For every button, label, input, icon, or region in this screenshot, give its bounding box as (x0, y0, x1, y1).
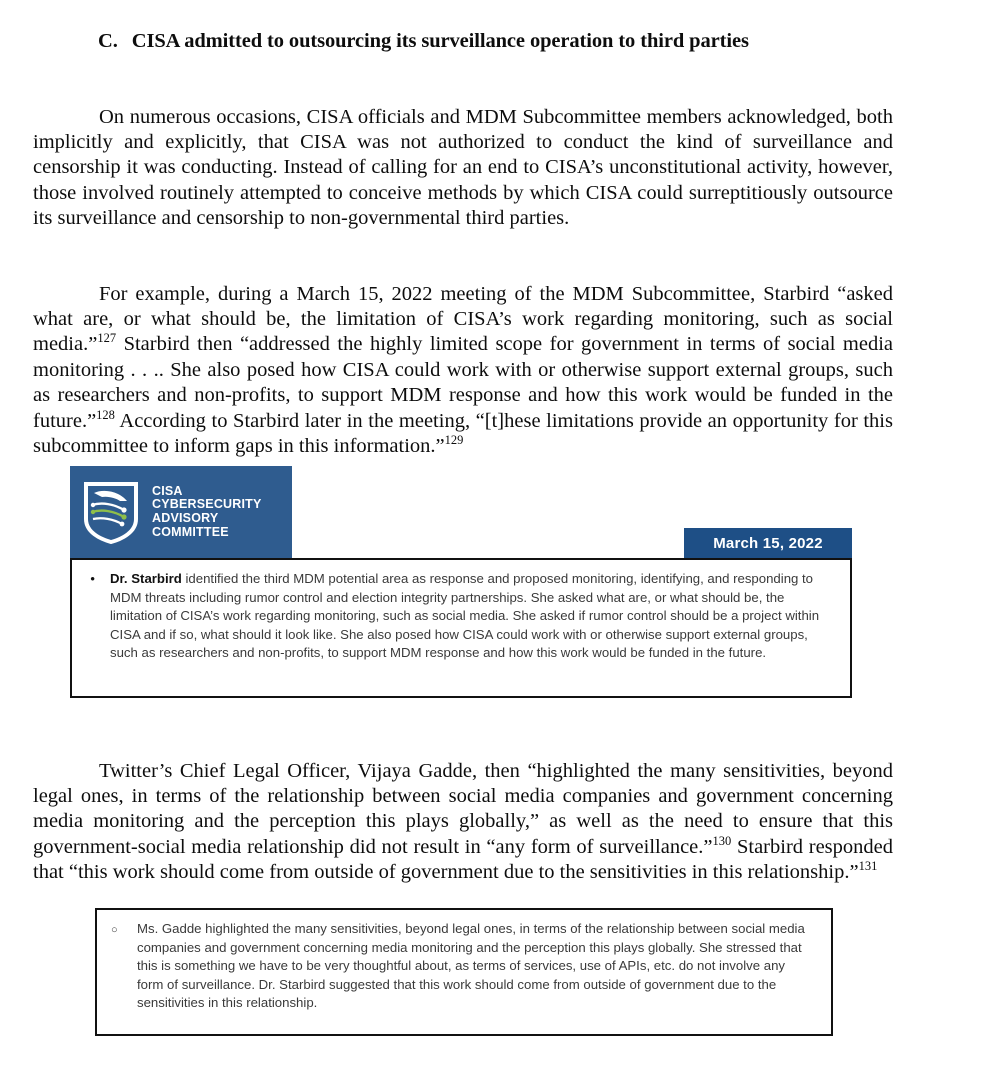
footnote-ref-129: 129 (444, 433, 464, 448)
minutes-bullet-text: Ms. Gadde highlighted the many sensitivities, beyond legal ones, in terms of the relationship between social media companies and government concerning media monitoring and the perception this plays globally. She stressed that this is something we have to be very thoughtful about, as terms of services, use of APIs, etc. do not involve any form of surveillance. Dr. Starbird suggested that this work should come from outside of government due to the sensitivities in this relationship. (137, 921, 805, 1011)
exhibit-slide-body (70, 558, 852, 698)
slide-bullet-body: identified the third MDM potential area as response and proposed monitoring, identifying, and responding to MDM threats including rumor control and election integrity partnerships. She asked what are, or what should be, the limitation of CISA’s work regarding monitoring, such as social media. She asked if rumor control should be a project within CISA and if so, what should it look like. She also posed how CISA could work with or otherwise support external groups, such as researchers and non-profits, to support MDM response and how this work would be funded in the future. (110, 571, 820, 661)
cisa-wordmark-line-3: ADVISORY (152, 511, 219, 525)
section-heading-letter: C. (98, 30, 118, 52)
section-heading (98, 30, 898, 53)
cisa-logo-block (70, 466, 292, 558)
slide-bullet-lead: Dr. Starbird (110, 571, 182, 586)
footnote-ref-130: 130 (712, 833, 732, 848)
paragraph-1-text: On numerous occasions, CISA officials and MDM Subcommittee members acknowledged, both implicitly and explicitly, that CISA was not authorized to conduct the kind of surveillance and censorship it was conducting. Instead of calling for an end to CISA’s unconstitutional activity, however, those involved routinely attempted to conceive methods by which CISA could surreptitiously outsource its surveillance and censorship to non-governmental third parties. (33, 105, 893, 230)
exhibit-gadde-minutes (95, 908, 833, 1036)
cisa-wordmark-line-4: COMMITTEE (152, 524, 229, 539)
paragraph-2 (33, 282, 893, 460)
slide-date-badge: March 15, 2022 (684, 528, 852, 558)
slide-bullet-item (90, 570, 836, 663)
cisa-wordmark-line-1: CISA (152, 483, 183, 498)
cisa-eagle-seal-icon (80, 479, 142, 545)
footnote-ref-128: 128 (96, 407, 115, 422)
exhibit-cisa-slide (70, 466, 852, 698)
footnote-ref-131: 131 (858, 859, 878, 874)
bullet-dot-icon: • (90, 572, 96, 588)
footnote-ref-127: 127 (97, 331, 117, 346)
slide-bullet-text (110, 570, 836, 663)
paragraph-1 (33, 105, 893, 232)
bullet-circle-icon: ○ (111, 924, 118, 936)
paragraph-2-text-b: Starbird then “addressed the highly limited scope for government in terms of social media monitoring . . .. She also posed how CISA could work with or otherwise support external groups, such as researchers and non-profits, to support MDM response and how this work would be funded in the future.” (33, 333, 893, 432)
paragraph-3-text-b: Starbird responded that “this work should come from outside of government due to the sensitivities in this relationship.” (33, 835, 894, 884)
paragraph-3 (33, 759, 893, 886)
cisa-wordmark (152, 485, 262, 539)
exhibit-slide-header (70, 466, 852, 558)
cisa-wordmark-line-2: CYBERSECURITY (152, 497, 262, 512)
paragraph-2-text-c: According to Starbird later in the meeting, “[t]hese limitations provide an opportunity for this subcommittee to inform gaps in this information.” (33, 409, 893, 457)
section-heading-title: CISA admitted to outsourcing its surveillance operation to third parties (131, 30, 749, 52)
minutes-bullet-item (111, 920, 815, 1013)
paragraph-3-text-a: Twitter’s Chief Legal Officer, Vijaya Gadde, then “highlighted the many sensitivities, beyond legal ones, in terms of the relationship between social media companies and government concerning media monitoring and the perception this plays globally,” as well as the need to ensure that this government-social media relationship did not result in “any form of surveillance.” (33, 759, 893, 858)
paragraph-2-text-a: For example, during a March 15, 2022 meeting of the MDM Subcommittee, Starbird “asked what are, or what should be, the limitation of CISA’s work regarding monitoring, such as social media.” (33, 282, 893, 356)
